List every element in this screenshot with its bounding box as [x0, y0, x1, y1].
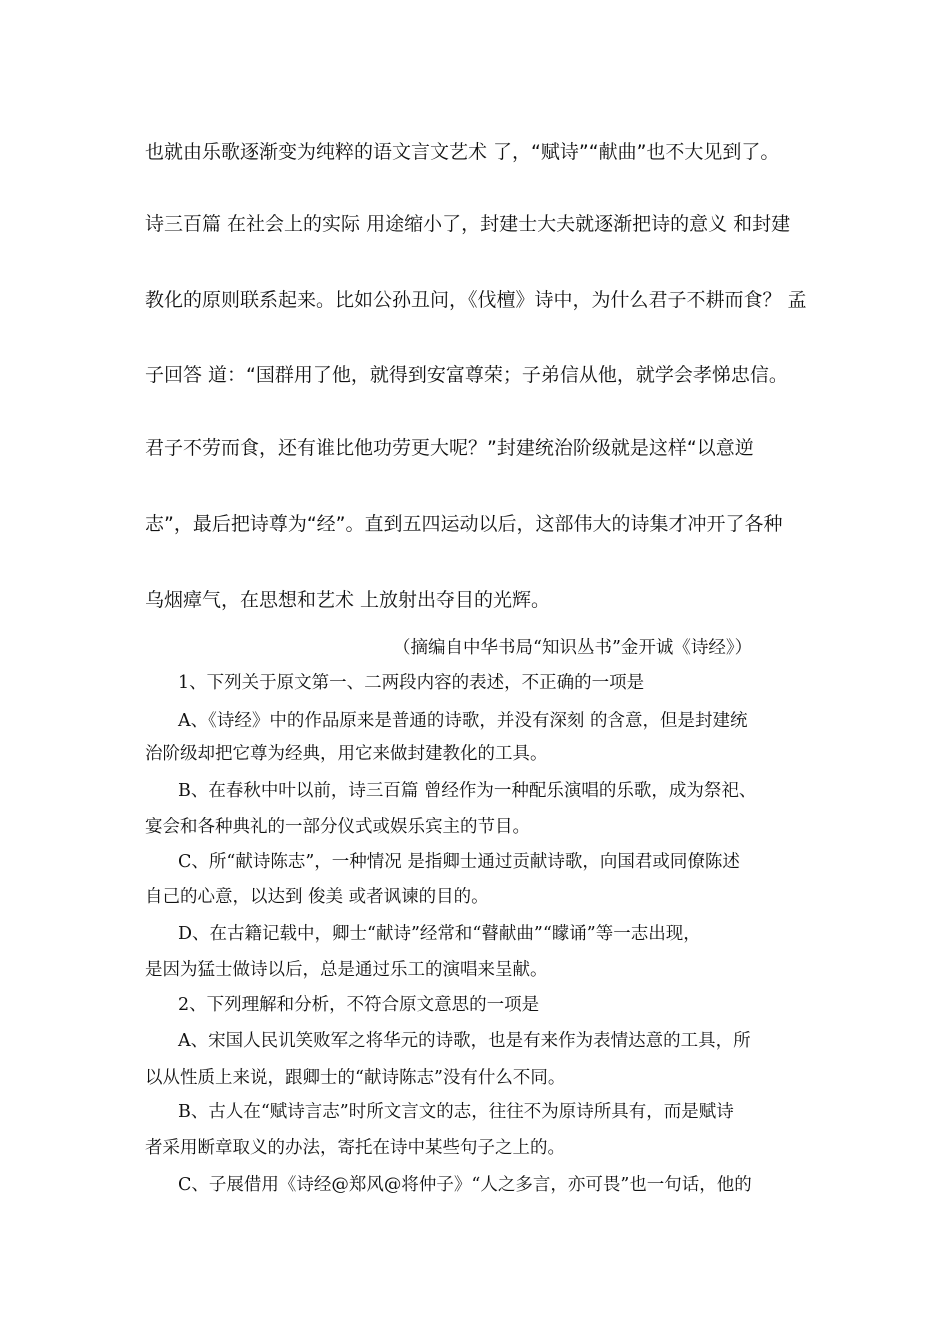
question-1-option-c: C、所“献诗陈志”，一种情况 是指卿士通过贡献诗歌，向国君或同僚陈述	[178, 852, 740, 872]
question-1-stem: 1、下列关于原文第一、二两段内容的表述，不正确的一项是	[178, 673, 645, 693]
question-2-option-a: A、宋国人民讥笑败军之将华元的诗歌，也是有来作为表情达意的工具，所	[178, 1031, 751, 1051]
question-1-option-a: A、《诗经》中的作品原来是普通的诗歌，并没有深刻 的含意，但是封建统	[178, 711, 748, 731]
source-citation: （摘编自中华书局“知识丛书”金开诚《诗经》）	[393, 638, 753, 658]
question-2-option-b-cont: 者采用断章取义的办法，寄托在诗中某些句子之上的。	[145, 1138, 565, 1158]
passage-line-2: 诗三百篇 在社会上的实际 用途缩小了，封建士大夫就逐渐把诗的意义 和封建	[145, 213, 791, 235]
question-2-stem: 2、下列理解和分析，不符合原文意思的一项是	[178, 995, 540, 1015]
passage-line-1: 也就由乐歌逐渐变为纯粹的语文言文艺术 了，“赋诗”“献曲”也不大见到了。	[145, 141, 780, 163]
question-2-option-c: C、子展借用《诗经@郑风@将仲子》“人之多言，亦可畏”也一句话，他的	[178, 1175, 752, 1195]
passage-line-6: 志”，最后把诗尊为“经”。直到五四运动以后，这部伟大的诗集才冲开了各种	[145, 513, 783, 535]
question-1-option-d-cont: 是因为猛士做诗以后，总是通过乐工的演唱来呈献。	[145, 960, 548, 980]
question-1-option-c-cont: 自己的心意，以达到 俊美 或者讽谏的目的。	[145, 887, 489, 907]
question-1-option-d: D、在古籍记载中，卿士“献诗”经常和“瞽献曲”“矇诵”等一志出现，	[178, 924, 701, 944]
passage-line-4: 子回答 道：“国群用了他，就得到安富尊荣；子弟信从他，就学会孝悌忠信。	[145, 364, 788, 386]
question-2-option-a-cont: 以从性质上来说，跟卿士的“献诗陈志”没有什么不同。	[145, 1068, 566, 1088]
passage-line-7: 乌烟瘴气，在思想和艺术 上放射出夺目的光辉。	[145, 589, 551, 611]
question-1-option-b-cont: 宴会和各种典礼的一部分仪式或娱乐宾主的节目。	[145, 817, 530, 837]
passage-line-5: 君子不劳而食，还有谁比他功劳更大呢？”封建统治阶级就是这样“以意逆	[145, 437, 754, 459]
passage-line-3: 教化的原则联系起来。比如公孙丑问，《伐檀》诗中，为什么君子不耕而食？ 孟	[145, 289, 807, 311]
question-1-option-b: B、在春秋中叶以前，诗三百篇 曾经作为一种配乐演唱的乐歌，成为祭祀、	[178, 781, 757, 801]
question-1-option-a-cont: 治阶级却把它尊为经典，用它来做封建教化的工具。	[145, 744, 548, 764]
question-2-option-b: B、古人在“赋诗言志”时所文言文的志，往往不为原诗所具有，而是赋诗	[178, 1102, 734, 1122]
